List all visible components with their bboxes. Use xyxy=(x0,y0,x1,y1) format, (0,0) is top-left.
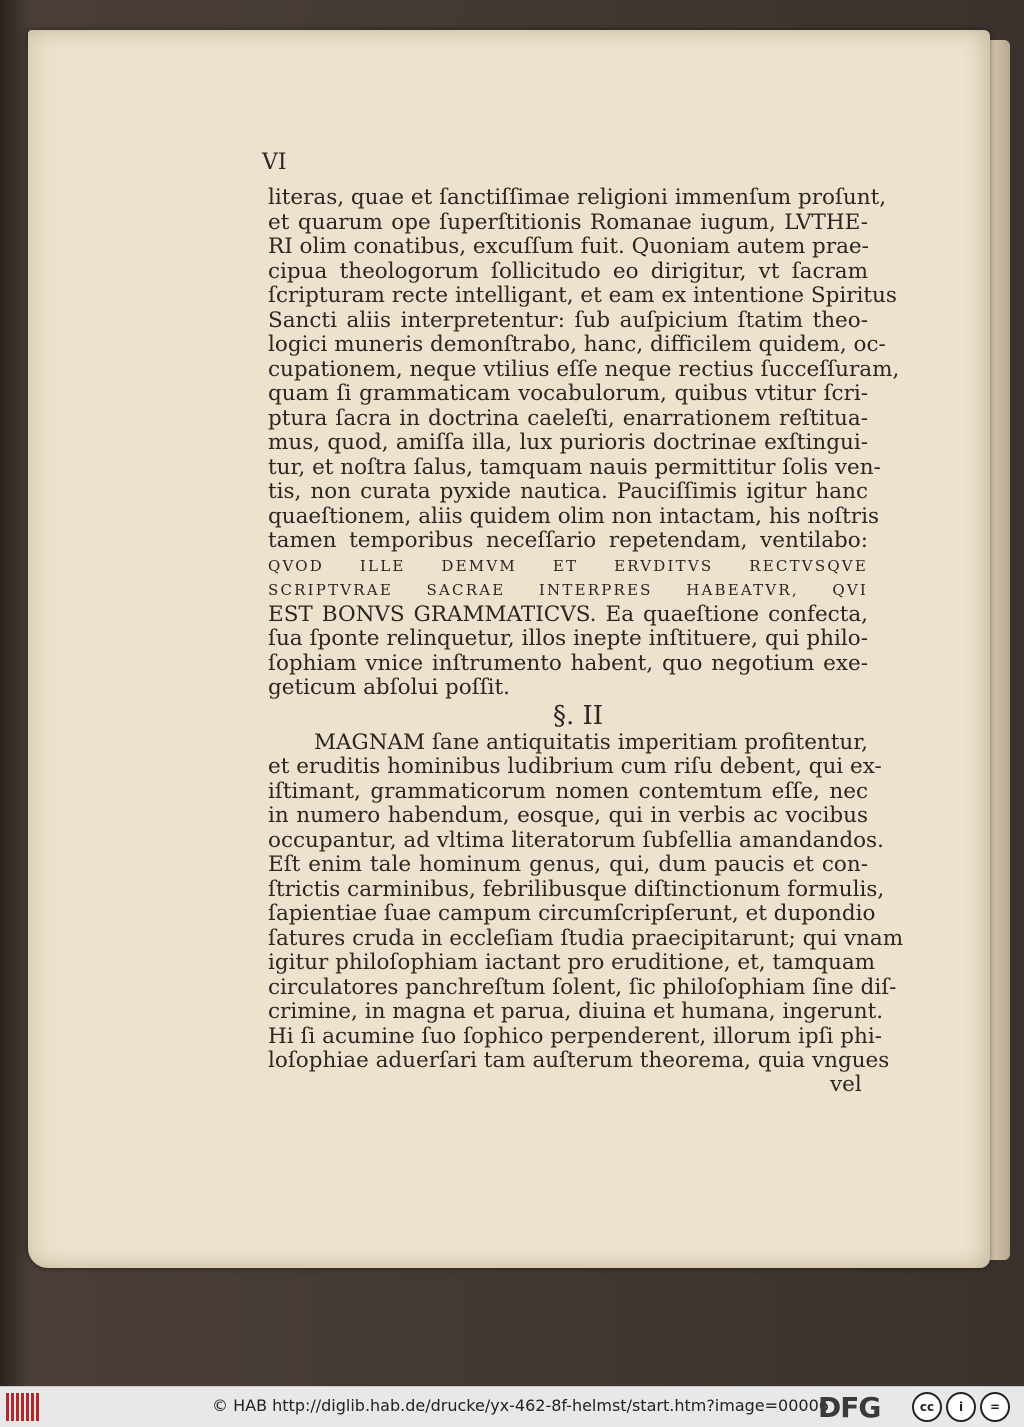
page-edge xyxy=(988,40,1010,1260)
text-line: ſcripturam recte intelligant, et eam ex intentione Spiritus xyxy=(268,283,897,308)
text-line: ſtrictis carminibus, febrilibusque diſtinctionum formulis, xyxy=(268,876,885,902)
text-line: cupationem, neque vtilius eſſe neque rectius ſucceſſuram, xyxy=(268,356,900,382)
text-line: tamen temporibus neceſſario repetendam, ventilabo: xyxy=(268,528,868,553)
text-line: iſtimant, grammaticorum nomen contemtum eſſe, nec xyxy=(268,778,868,804)
text-line: MAGNAM ſane antiquitatis imperitiam profitentur, xyxy=(314,729,868,755)
sa-icon: = xyxy=(980,1392,1010,1422)
text-line: circulatores panchreſtum ſolent, ſic philoſophiam ſine diſ- xyxy=(268,974,897,1000)
cc-icon: cc xyxy=(912,1392,942,1422)
text-line: literas, quae et ſanctiſſimae religioni immenſum proſunt, xyxy=(268,185,887,210)
text-line: igitur philoſophiam iactant pro eruditione, et, tamquam xyxy=(268,950,876,975)
text-line: crimine, in magna et parua, diuina et humana, ingerunt. xyxy=(268,999,884,1024)
page-number: VI xyxy=(262,150,287,175)
text-line: tur, et noſtra ſalus, tamquam nauis permittitur ſolis ven- xyxy=(268,454,881,480)
text-line: et eruditis hominibus ludibrium cum riſu debent, qui ex- xyxy=(268,754,882,779)
text-line: quam ſi grammaticam vocabulorum, quibus vtitur ſcri- xyxy=(268,381,868,406)
text-line: occupantur, ad vltima literatorum ſubſellia amandandos. xyxy=(268,827,884,853)
text-line: RI olim conatibus, excuſſum fuit. Quoniam autem prae- xyxy=(268,234,869,259)
text-line: QVOD ILLE DEMVM ET ERVDITVS RECTVSQVE xyxy=(268,556,868,575)
page-text xyxy=(268,185,904,1074)
text-line: logici muneris demonſtrabo, hanc, difficilem quidem, oc- xyxy=(268,332,886,357)
text-line: ptura ſacra in doctrina caeleſti, enarrationem reſtitua- xyxy=(268,405,868,431)
text-line: SCRIPTVRAE SACRAE INTERPRES HABEATVR, QVI xyxy=(268,581,868,599)
by-icon: i xyxy=(946,1392,976,1422)
text-line: geticum abſolui poſſit. xyxy=(268,675,511,700)
text-line: Sancti aliis interpretentur: ſub auſpicium ſtatim theo- xyxy=(268,307,868,333)
text-line: ſapientiae ſuae campum circumſcripſerunt, et dupondio xyxy=(268,901,876,926)
text-line: EST BONVS GRAMMATICVS. Ea quaeſtione confecta, xyxy=(268,601,868,627)
dfg-logo: DFG xyxy=(818,1391,881,1424)
text-line: Hi ſi acumine ſuo ſophico perpenderent, illorum ipſi phi- xyxy=(268,1023,883,1049)
text-line: ſophiam vnice inſtrumento habent, quo negotium exe- xyxy=(268,650,868,676)
text-line: et quarum ope ſuperſtitionis Romanae iugum, LVTHE- xyxy=(268,209,868,235)
license-badge[interactable] xyxy=(912,1391,1016,1423)
text-line: ſatures cruda in eccleſiam ſtudia praecipitarunt; qui vnam xyxy=(268,925,904,951)
text-line: in numero habendum, eosque, qui in verbis ac vocibus xyxy=(268,803,868,828)
text-line: Eſt enim tale hominum genus, qui, dum paucis et con- xyxy=(268,852,868,877)
hab-logo-icon xyxy=(6,1393,44,1421)
footer-bar xyxy=(0,1386,1024,1427)
text-line: loſophiae aduerſari tam auſterum theorema, quia vngues xyxy=(268,1048,890,1073)
text-line: tis, non curata pyxide nautica. Pauciſſimis igitur hanc xyxy=(268,479,868,504)
text-line: ſua ſponte relinquetur, illos inepte inſtituere, qui philo- xyxy=(268,626,868,651)
text-line: quaeſtionem, aliis quidem olim non intactam, his noſtris xyxy=(268,503,879,529)
catchword: vel xyxy=(830,1072,862,1097)
text-line: cipua theologorum ſollicitudo eo dirigitur, vt ſacram xyxy=(268,258,868,284)
text-line: mus, quod, amiſſa illa, lux purioris doctrinae exſtingui- xyxy=(268,430,868,455)
text-line: §. II xyxy=(552,700,604,731)
attribution-link[interactable]: © HAB http://diglib.hab.de/drucke/yx-462-8f-helmst/start.htm?image=00006 xyxy=(212,1396,829,1415)
